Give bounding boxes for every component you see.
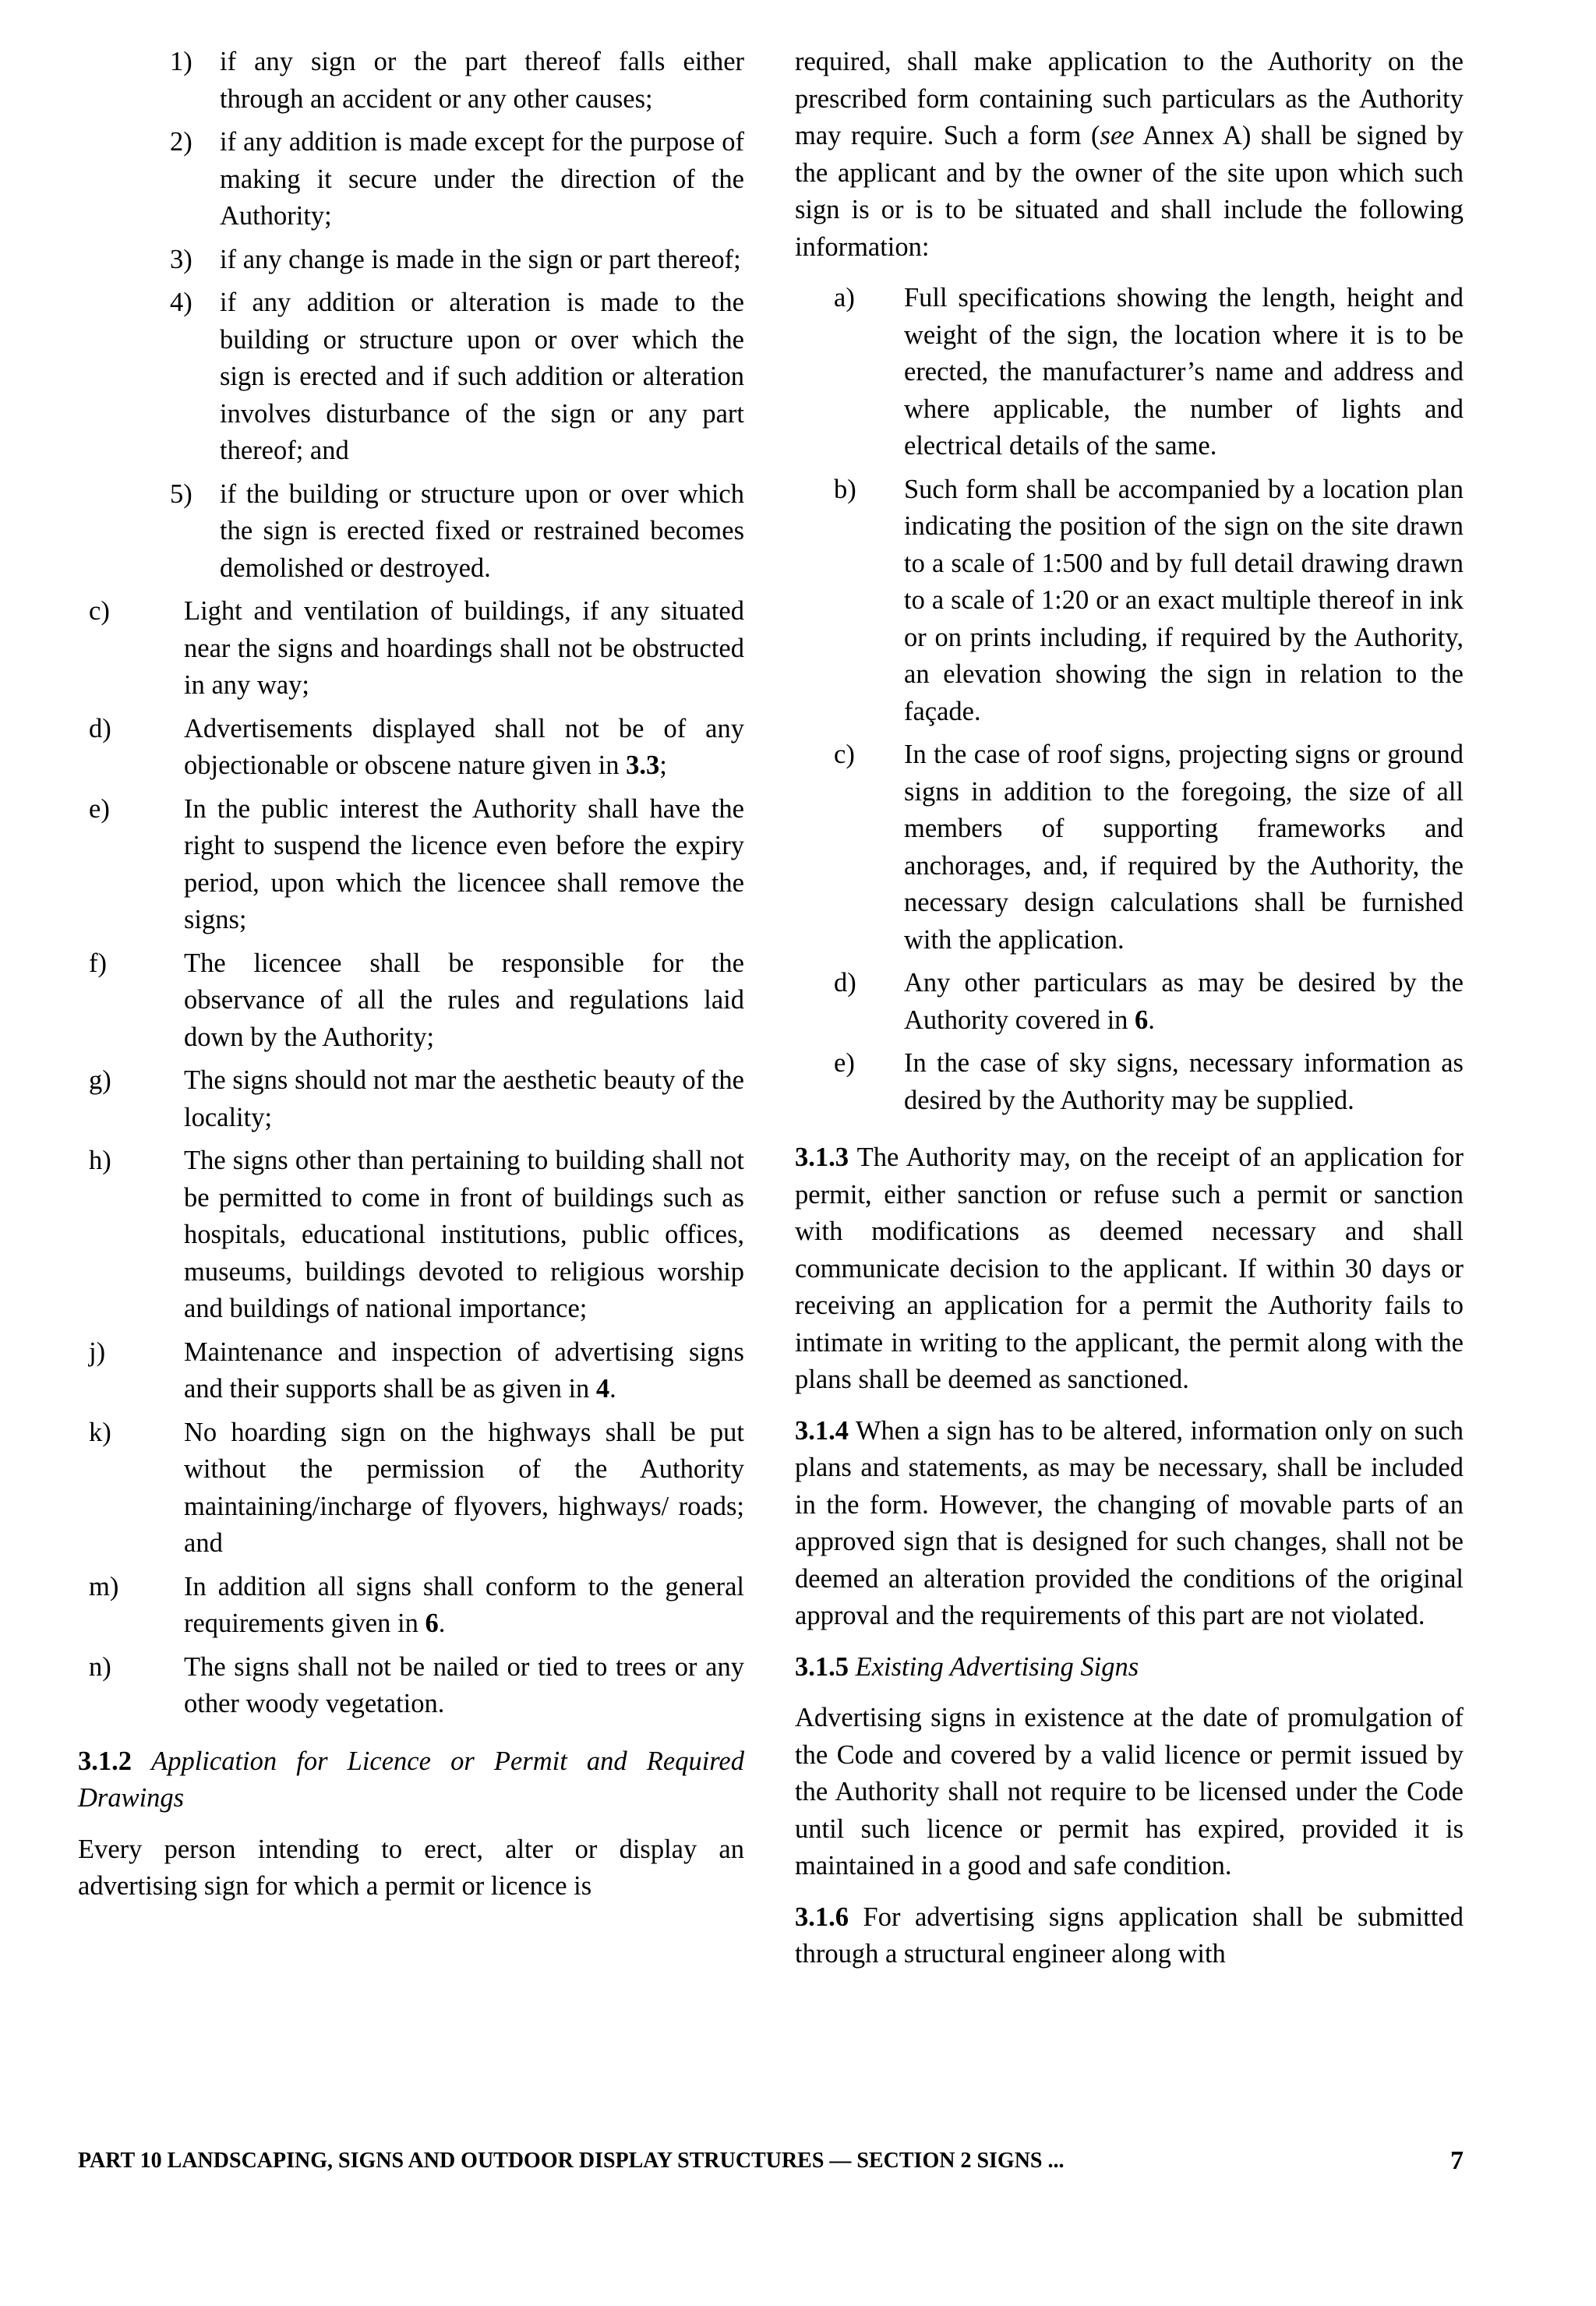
intro-text: Annex A) shall be signed by the applicant and by the owner of the site upon which such sign is or is to be situated and shall include the following information: bbox=[795, 121, 1464, 262]
item-label: b) bbox=[834, 474, 856, 504]
item-label: 3) bbox=[170, 244, 192, 274]
item-label: c) bbox=[834, 740, 855, 769]
item-text: The signs shall not be nailed or tied to trees or any other woody vegetation. bbox=[184, 1651, 744, 1718]
section-heading-3-1-2 bbox=[78, 1743, 744, 1817]
item-text: Light and ventilation of buildings, if any situated near the signs and hoardings shall not be obstructed in any way; bbox=[184, 596, 744, 700]
item-text: In the public interest the Authority shall have the right to suspend the licence even before the expiry period, upon which the licencee shall remove the signs; bbox=[184, 793, 744, 934]
right-column bbox=[795, 44, 1464, 1973]
item-text-part: In addition all signs shall conform to the general requirements given in bbox=[184, 1571, 744, 1638]
item-text bbox=[184, 711, 744, 785]
list-item bbox=[78, 945, 744, 1057]
section-paragraph-3-1-3 bbox=[795, 1139, 1464, 1399]
item-text: if any addition or alteration is made to the building or structure upon or over which the sign is erected and if such addition or alteration involves disturbance of the sign or any part thereof; and bbox=[220, 288, 744, 465]
list-item bbox=[78, 711, 744, 785]
section-paragraph-3-1-6 bbox=[795, 1899, 1464, 1973]
item-label: f) bbox=[89, 948, 107, 978]
item-text: if the building or structure upon or over which the sign is erected fixed or restrained becomes demolished or destroyed. bbox=[220, 479, 744, 583]
list-item bbox=[795, 280, 1464, 465]
item-text-part: Advertisements displayed shall not be of any objectionable or obscene nature given in bbox=[184, 713, 744, 780]
list-item bbox=[78, 1414, 744, 1563]
item-label: m) bbox=[89, 1571, 119, 1601]
clause-reference: 6 bbox=[425, 1609, 439, 1638]
section-title: Application for Licence or Permit and Required Drawings bbox=[78, 1746, 744, 1813]
page-number: 7 bbox=[1450, 2146, 1464, 2175]
section-paragraph-3-1-5: Advertising signs in existence at the date of promulgation of the Code and covered by a valid licence or permit issued by the Authority shall not require to be licensed under the Code until such licence or permit has expired, provided it is maintained in a good and safe condition. bbox=[795, 1703, 1464, 1880]
list-conditions bbox=[78, 593, 744, 1723]
item-text: if any change is made in the sign or part thereof; bbox=[220, 244, 741, 274]
item-text: Such form shall be accompanied by a location plan indicating the position of the sign on the site drawn to a scale of 1:500 and by full detail drawing drawn to a scale of 1:20 or an exact multiple thereof in ink or on prints including, if required by the Authority, an elevation showing the sign in relation to the façade. bbox=[904, 474, 1464, 726]
list-information bbox=[795, 280, 1464, 1119]
section-text: The Authority may, on the receipt of an application for permit, either sanction or refuse such a permit or sanction with modifications as deemed necessary and shall communicate decision to the applicant. If within 30 days or receiving an application for a permit the Authority fails to intimate in writing to the applicant, the permit along with the plans shall be deemed as sanctioned. bbox=[795, 1142, 1464, 1394]
list-item bbox=[78, 1334, 744, 1408]
running-title: PART 10 LANDSCAPING, SIGNS AND OUTDOOR DISPLAY STRUCTURES — SECTION 2 SIGNS ... bbox=[78, 2149, 1065, 2173]
see-reference: see bbox=[1100, 121, 1135, 150]
item-label: 1) bbox=[170, 47, 192, 76]
item-text: In the case of sky signs, necessary information as desired by the Authority may be supplied. bbox=[904, 1048, 1464, 1115]
section-number: 3.1.2 bbox=[78, 1746, 132, 1776]
item-text: No hoarding sign on the highways shall be put without the permission of the Authority maintaining/incharge of flyovers, highways/ roads; and bbox=[184, 1417, 744, 1558]
list-item bbox=[78, 124, 744, 235]
section-number: 3.1.4 bbox=[795, 1415, 849, 1446]
item-text bbox=[184, 1569, 744, 1643]
item-text: The signs should not mar the aesthetic beauty of the locality; bbox=[184, 1065, 744, 1132]
section-number: 3.1.3 bbox=[795, 1142, 849, 1172]
section-paragraph-3-1-2: Every person intending to erect, alter or display an advertising sign for which a permit or licence is bbox=[78, 1834, 744, 1901]
left-column bbox=[78, 44, 744, 1905]
item-text: In the case of roof signs, projecting signs or ground signs in addition to the foregoing, the size of all members of supporting frameworks and anchorages, and, if required by the Authority, the necessary design calculations shall be furnished with the application. bbox=[904, 740, 1464, 955]
section-paragraph-3-1-4 bbox=[795, 1413, 1464, 1635]
clause-reference: 6 bbox=[1135, 1005, 1149, 1035]
item-text-part: . bbox=[609, 1374, 616, 1404]
section-text: When a sign has to be altered, information only on such plans and statements, as may be necessary, shall be included in the form. However, the changing of movable parts of an approved sign that is designed for such changes, shall not be deemed an alteration provided the conditions of the original approval and the requirements of this part are not violated. bbox=[795, 1415, 1464, 1630]
section-number: 3.1.5 bbox=[795, 1651, 849, 1682]
list-item bbox=[795, 736, 1464, 959]
list-item bbox=[78, 476, 744, 588]
sub-list-conditions bbox=[78, 44, 744, 587]
item-label: c) bbox=[89, 596, 110, 626]
item-text bbox=[184, 1334, 744, 1408]
item-label: 4) bbox=[170, 288, 192, 317]
list-item bbox=[795, 1045, 1464, 1119]
list-item bbox=[78, 1569, 744, 1643]
item-text: if any sign or the part thereof falls either through an accident or any other causes; bbox=[220, 47, 744, 114]
intro-text: required, shall make application to the Authority on the prescribed form containing such particulars as the Authority may require. Such a form ( bbox=[795, 47, 1464, 150]
list-item bbox=[78, 593, 744, 705]
item-label: d) bbox=[89, 713, 111, 743]
item-label: j) bbox=[89, 1337, 106, 1367]
item-label: d) bbox=[834, 968, 856, 998]
list-item bbox=[795, 965, 1464, 1039]
item-text-part: Any other particulars as may be desired by the Authority covered in bbox=[904, 968, 1464, 1035]
clause-reference: 4 bbox=[595, 1374, 610, 1404]
item-label: h) bbox=[89, 1146, 111, 1175]
item-label: k) bbox=[89, 1417, 111, 1447]
list-item bbox=[78, 44, 744, 118]
item-text: if any addition is made except for the purpose of making it secure under the direction of the Authority; bbox=[220, 127, 744, 231]
clause-reference: 3.3 bbox=[626, 750, 660, 780]
item-text bbox=[904, 965, 1464, 1039]
list-item bbox=[78, 791, 744, 939]
item-label: e) bbox=[834, 1048, 855, 1078]
item-label: 5) bbox=[170, 479, 192, 509]
item-label: a) bbox=[834, 283, 855, 313]
item-label: 2) bbox=[170, 127, 192, 157]
item-text-part: Maintenance and inspection of advertising signs and their supports shall be as given in bbox=[184, 1337, 744, 1404]
item-label: g) bbox=[89, 1065, 111, 1095]
item-text: The signs other than pertaining to building shall not be permitted to come in front of buildings such as hospitals, educational institutions, public offices, museums, buildings devoted to religious worship and buildings of national importance; bbox=[184, 1146, 744, 1323]
list-item bbox=[78, 284, 744, 470]
item-text-part: . bbox=[1148, 1005, 1155, 1035]
intro-paragraph bbox=[795, 44, 1464, 266]
section-heading-3-1-5 bbox=[795, 1649, 1464, 1686]
item-label: e) bbox=[89, 793, 110, 824]
item-text-part: . bbox=[438, 1609, 446, 1638]
item-text-part: ; bbox=[659, 750, 667, 780]
list-item bbox=[78, 1649, 744, 1723]
list-item bbox=[78, 1142, 744, 1328]
page-footer bbox=[78, 2148, 1464, 2174]
section-title: Existing Advertising Signs bbox=[855, 1651, 1139, 1682]
list-item bbox=[78, 1062, 744, 1136]
section-text: For advertising signs application shall be submitted through a structural engineer along with bbox=[795, 1902, 1464, 1969]
list-item bbox=[78, 242, 744, 279]
list-item bbox=[795, 471, 1464, 731]
item-text: Full specifications showing the length, height and weight of the sign, the location where it is to be erected, the manufacturer’s name and address and where applicable, the number of lights and electrical details of the same. bbox=[904, 283, 1464, 461]
item-text: The licencee shall be responsible for the observance of all the rules and regulations laid down by the Authority; bbox=[184, 948, 744, 1052]
item-label: n) bbox=[89, 1651, 111, 1682]
section-number: 3.1.6 bbox=[795, 1902, 849, 1932]
